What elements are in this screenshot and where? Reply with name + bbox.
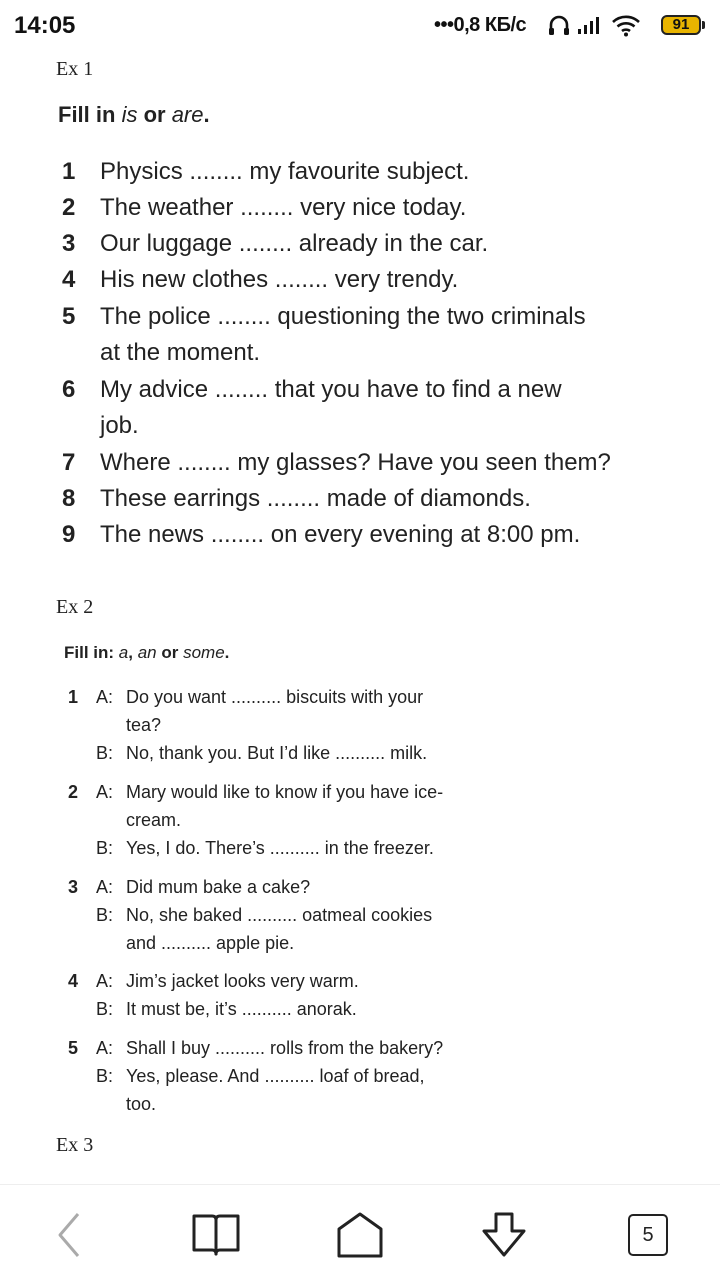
item-number: 4 xyxy=(62,266,76,293)
speaker-label: A: xyxy=(96,877,114,897)
dialogue-text: Yes, please. And .......... loaf of bread, xyxy=(126,1066,425,1086)
ex1-label: Ex 1 xyxy=(56,58,94,80)
speaker-label: A: xyxy=(96,971,114,991)
dialogue-text: and .......... apple pie. xyxy=(126,933,295,953)
option-some: some xyxy=(183,643,225,662)
dialogue-text: cream. xyxy=(126,810,182,830)
network-speed: •••0,8 КБ/с xyxy=(434,14,527,36)
home-button[interactable] xyxy=(330,1205,390,1265)
speaker-label: B: xyxy=(96,743,114,763)
ex1-instruction xyxy=(58,102,210,128)
speaker-label: A: xyxy=(96,782,114,802)
item-number: 9 xyxy=(62,521,76,548)
book-icon xyxy=(191,1213,241,1257)
tabs-count: 5 xyxy=(642,1223,654,1246)
item-text: Where ........ my glasses? Have you seen them? xyxy=(100,449,611,476)
dialogue-text: Did mum bake a cake? xyxy=(126,877,311,897)
tabs-button[interactable] xyxy=(618,1205,678,1265)
item-text: job. xyxy=(100,412,139,439)
item-text: The weather ........ very nice today. xyxy=(100,194,467,221)
item-text: Our luggage ........ already in the car. xyxy=(100,230,489,257)
item-text: Physics ........ my favourite subject. xyxy=(100,158,470,185)
item-text: at the moment. xyxy=(100,339,261,366)
dialogue-text: No, she baked .......... oatmeal cookies xyxy=(126,905,433,925)
bottom-nav-bar xyxy=(0,1184,720,1281)
dialogue-text: Yes, I do. There’s .......... in the freezer. xyxy=(126,838,434,858)
speaker-label: B: xyxy=(96,838,114,858)
instruction-text: or xyxy=(156,643,184,662)
item-text: My advice ........ that you have to find a new xyxy=(100,376,562,403)
back-icon xyxy=(50,1210,90,1260)
dialogue-text: Mary would like to know if you have ice- xyxy=(126,782,444,802)
speaker-label: A: xyxy=(96,687,114,707)
back-button[interactable] xyxy=(40,1205,100,1265)
item-number: 3 xyxy=(62,230,76,257)
item-number: 2 xyxy=(62,194,76,221)
download-button[interactable] xyxy=(474,1205,534,1265)
home-icon xyxy=(335,1211,385,1259)
dialogue-text: tea? xyxy=(126,715,162,735)
item-number: 1 xyxy=(62,158,76,185)
item-number: 2 xyxy=(68,782,79,802)
item-text: His new clothes ........ very trendy. xyxy=(100,266,459,293)
item-number: 7 xyxy=(62,449,76,476)
ex2-label: Ex 2 xyxy=(56,596,94,618)
dialogue-text: Shall I buy .......... rolls from the bakery? xyxy=(126,1038,444,1058)
headphones-icon xyxy=(546,12,572,38)
download-icon xyxy=(478,1211,530,1259)
item-number: 8 xyxy=(62,485,76,512)
speaker-label: A: xyxy=(96,1038,114,1058)
battery-icon xyxy=(661,15,701,35)
dialogue-text: Do you want .......... biscuits with your xyxy=(126,687,424,707)
dialogue-text: It must be, it’s .......... anorak. xyxy=(126,999,357,1019)
dialogue-text: No, thank you. But I’d like .......... milk. xyxy=(126,743,428,763)
battery-level: 91 xyxy=(672,16,690,33)
signal-icon xyxy=(576,12,604,38)
instruction-text: Fill in: xyxy=(64,643,119,662)
ex3-label: Ex 3 xyxy=(56,1134,94,1156)
status-time: 14:05 xyxy=(14,12,76,39)
status-bar xyxy=(0,0,720,52)
speaker-label: B: xyxy=(96,905,114,925)
instruction-text: or xyxy=(137,102,172,127)
dialogue-text: Jim’s jacket looks very warm. xyxy=(126,971,359,991)
instruction-text: . xyxy=(203,102,210,127)
dialogue-text: too. xyxy=(126,1094,157,1114)
option-is: is xyxy=(121,102,138,127)
item-number: 5 xyxy=(68,1038,79,1058)
option-a: a xyxy=(118,643,129,662)
book-button[interactable] xyxy=(186,1205,246,1265)
item-text: The news ........ on every evening at 8:00 pm. xyxy=(100,521,581,548)
instruction-text: . xyxy=(224,643,230,662)
item-text: The police ........ questioning the two criminals xyxy=(100,303,586,330)
speaker-label: B: xyxy=(96,1066,114,1086)
speaker-label: B: xyxy=(96,999,114,1019)
option-are: are xyxy=(171,102,204,127)
item-number: 1 xyxy=(68,687,79,707)
wifi-icon xyxy=(610,12,642,38)
instruction-text: , xyxy=(128,643,138,662)
ex2-instruction xyxy=(64,643,229,663)
option-an: an xyxy=(137,643,157,662)
status-icons xyxy=(546,12,642,38)
item-number: 5 xyxy=(62,303,76,330)
instruction-text: Fill in xyxy=(58,102,122,127)
item-text: These earrings ........ made of diamonds. xyxy=(100,485,531,512)
item-number: 4 xyxy=(68,971,79,991)
item-number: 6 xyxy=(62,376,76,403)
item-number: 3 xyxy=(68,877,79,897)
tabs-count-icon xyxy=(628,1214,668,1256)
